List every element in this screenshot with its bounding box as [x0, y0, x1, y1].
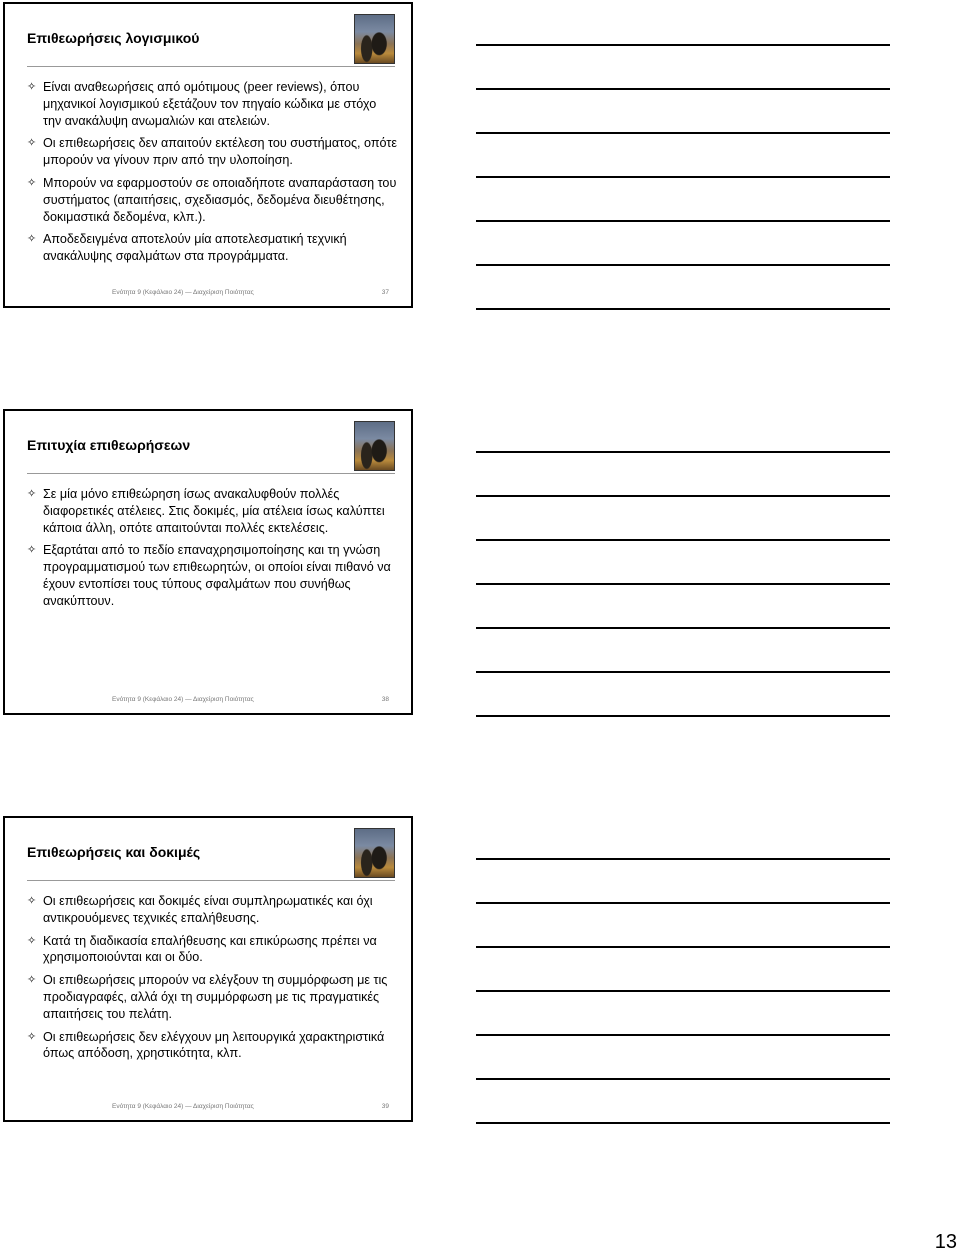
- diamond-bullet-icon: ✧: [27, 81, 37, 93]
- note-line: [476, 539, 890, 541]
- slide-thumbnail-image: [354, 14, 395, 64]
- diamond-bullet-icon: ✧: [27, 176, 37, 189]
- bullet-item: ✧ Κατά τη διαδικασία επαλήθευσης και επικύρωσης πρέπει να χρησιμοποιούνται και οι δύο.: [27, 933, 377, 965]
- note-line: [476, 308, 890, 310]
- bullet-item: ✧ Αποδεδειγμένα αποτελούν μία αποτελεσματική τεχνική ανακάλυψης σφαλμάτων στα προγράμματα.: [27, 232, 347, 264]
- slide-title: Επιθεωρήσεις λογισμικού: [27, 30, 200, 46]
- note-line: [476, 946, 890, 948]
- note-line: [476, 220, 890, 222]
- diamond-bullet-icon: ✧: [27, 544, 37, 557]
- diamond-bullet-icon: ✧: [27, 233, 37, 246]
- slide-footer: Ενότητα 9 (Κεφάλαιο 24) — Διαχείριση Ποιότητας: [112, 289, 254, 296]
- handout-page-number: 13: [934, 1231, 957, 1253]
- bullet-list: [27, 79, 397, 271]
- diamond-bullet-icon: ✧: [27, 137, 37, 150]
- note-line: [476, 176, 890, 178]
- note-line: [476, 88, 890, 90]
- slide-title: Επιτυχία επιθεωρήσεων: [27, 437, 191, 453]
- diamond-bullet-icon: ✧: [27, 934, 37, 947]
- bullet-item: ✧ Μπορούν να εφαρμοστούν σε οποιαδήποτε αναπαράσταση του συστήματος (απαιτήσεις, σχεδιασμός, δεδομένα διευθέτησης, δοκιμαστικά δεδομένα, κλπ.).: [27, 175, 397, 224]
- title-divider: [27, 473, 395, 474]
- slide-37: [3, 2, 413, 308]
- diamond-bullet-icon: ✧: [27, 1030, 37, 1043]
- slide-page-number: 37: [381, 289, 389, 296]
- slide-footer: Ενότητα 9 (Κεφάλαιο 24) — Διαχείριση Ποιότητας: [112, 696, 254, 703]
- diamond-bullet-icon: ✧: [27, 488, 37, 500]
- note-line: [476, 715, 890, 717]
- note-line: [476, 132, 890, 134]
- bullet-item: ✧ Είναι αναθεωρήσεις από ομότιμους (peer reviews), όπου μηχανικοί λογισμικού εξετάζουν τον πηγαίο κώδικα με στόχο την ανακάλυψη ανωμαλιών και ατελειών.: [27, 80, 377, 128]
- note-line: [476, 264, 890, 266]
- slide-title: Επιθεωρήσεις και δοκιμές: [27, 844, 201, 860]
- note-line: [476, 902, 890, 904]
- note-line: [476, 858, 890, 860]
- note-line: [476, 1078, 890, 1080]
- diamond-bullet-icon: ✧: [27, 895, 37, 907]
- note-line: [476, 990, 890, 992]
- slide-thumbnail-image: [354, 421, 395, 471]
- slide-39: [3, 816, 413, 1122]
- slide-page-number: 38: [381, 696, 389, 703]
- title-divider: [27, 66, 395, 67]
- diamond-bullet-icon: ✧: [27, 974, 37, 987]
- note-line: [476, 583, 890, 585]
- bullet-item: ✧ Οι επιθεωρήσεις δεν ελέγχουν μη λειτουργικά χαρακτηριστικά όπως απόδοση, χρηστικότητα, κλπ.: [27, 1029, 385, 1061]
- slide-footer: Ενότητα 9 (Κεφάλαιο 24) — Διαχείριση Ποιότητας: [112, 1103, 254, 1110]
- bullet-item: ✧ Εξαρτάται από το πεδίο επαναχρησιμοποίησης και τη γνώση προγραμματισμού των επιθεωρητών, οι οποίοι είναι πιθανό να έχουν εντοπίσει τους τύπους σφαλμάτων που συνήθως ανακύπτουν.: [27, 543, 391, 608]
- title-divider: [27, 880, 395, 881]
- note-line: [476, 451, 890, 453]
- slide-thumbnail-image: [354, 828, 395, 878]
- slide-page-number: 39: [381, 1103, 389, 1110]
- bullet-list: [27, 486, 397, 616]
- bullet-item: ✧ Οι επιθεωρήσεις μπορούν να ελέγξουν τη συμμόρφωση με τις προδιαγραφές, αλλά όχι τη συμμόρφωση με τις πραγματικές απαιτήσεις του πελάτη.: [27, 973, 388, 1021]
- bullet-item: ✧ Σε μία μόνο επιθεώρηση ίσως ανακαλυφθούν πολλές διαφορετικές ατέλειες. Στις δοκιμές, μία ατέλεια ίσως καλύπτει κάποια άλλη, οπότε απαιτούνται πολλές εκτελέσεις.: [27, 487, 385, 535]
- note-line: [476, 1122, 890, 1124]
- note-line: [476, 1034, 890, 1036]
- bullet-item: ✧ Οι επιθεωρήσεις δεν απαιτούν εκτέλεση του συστήματος, οπότε μπορούν να γίνουν πριν από την υλοποίηση.: [27, 136, 397, 168]
- note-line: [476, 44, 890, 46]
- bullet-item: ✧ Οι επιθεωρήσεις και δοκιμές είναι συμπληρωματικές και όχι αντικρουόμενες τεχνικές επαλήθευσης.: [27, 894, 373, 925]
- bullet-list: [27, 893, 397, 1068]
- note-line: [476, 495, 890, 497]
- note-line: [476, 671, 890, 673]
- note-line: [476, 627, 890, 629]
- slide-38: [3, 409, 413, 715]
